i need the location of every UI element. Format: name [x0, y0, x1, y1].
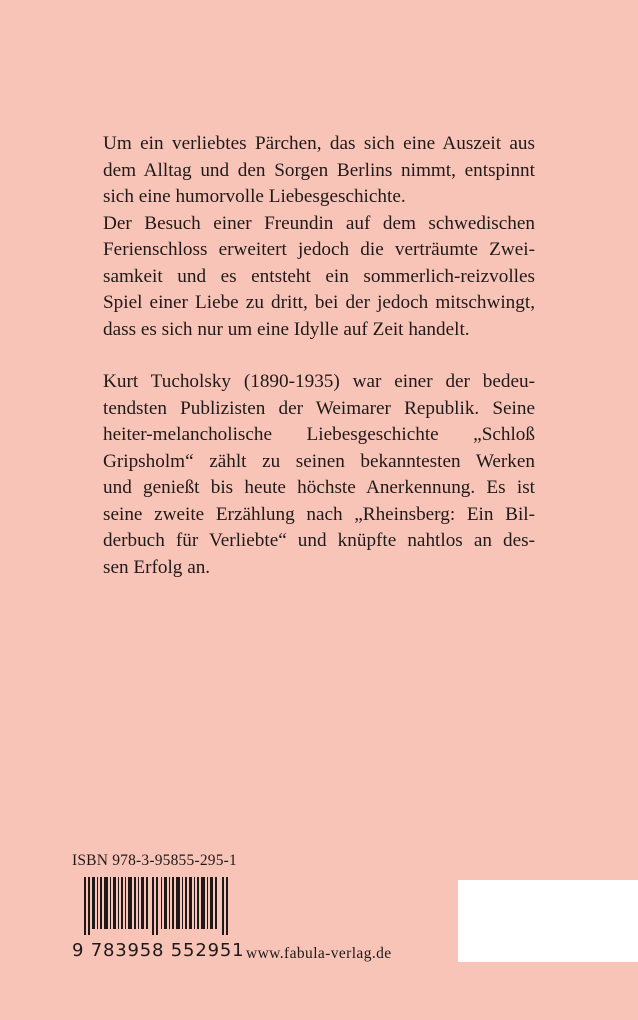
- isbn-label: ISBN 978-3-95855-295-1: [72, 852, 237, 869]
- blurb-line: dass es sich nur um eine Idylle auf Zeit handelt.: [103, 318, 470, 340]
- price-sticker-area: [458, 880, 638, 962]
- blurb-line: Ferienschloss erweitert jedoch die verträumte Zwei-: [103, 239, 535, 260]
- blurb-line: tendsten Publizisten der Weimarer Republik. Seine: [103, 397, 535, 419]
- blurb-line: dem Alltag und den Sorgen Berlins nimmt, entspinnt: [103, 159, 535, 181]
- blurb-paragraph-2: [103, 369, 535, 581]
- blurb-line: Spiel einer Liebe zu dritt, bei der jedoch mitschwingt,: [103, 292, 535, 313]
- blurb-paragraph-1: [103, 131, 535, 343]
- blurb-line: samkeit und es entsteht ein sommerlich-reizvolles: [103, 265, 535, 287]
- blurb-line: heiter-melancholische Liebesgeschichte „Schloß: [103, 424, 535, 445]
- website-link[interactable]: www.fabula-verlag.de: [246, 945, 392, 962]
- barcode-digits: 9 783958 552951: [72, 940, 245, 961]
- blurb-line: Kurt Tucholsky (1890-1935) war einer der bedeu-: [103, 371, 535, 392]
- blurb-line: Gripsholm“ zählt zu seinen bekanntesten Werken: [103, 450, 535, 472]
- blurb-line: sen Erfolg an.: [103, 556, 211, 578]
- blurb-line: Der Besuch einer Freundin auf dem schwedischen: [103, 212, 535, 234]
- barcode-icon: [84, 877, 228, 935]
- blurb-text: [103, 131, 535, 581]
- blurb-line: Um ein verliebtes Pärchen, das sich eine Auszeit aus: [103, 133, 535, 154]
- blurb-line: und genießt bis heute höchste Anerkennung. Es ist: [103, 477, 535, 498]
- blurb-line: seine zweite Erzählung nach „Rheinsberg: Ein Bil-: [103, 503, 535, 525]
- blurb-line: sich eine humorvolle Liebesgeschichte.: [103, 186, 406, 207]
- blurb-line: derbuch für Verliebte“ und knüpfte nahtlos an des-: [103, 530, 535, 551]
